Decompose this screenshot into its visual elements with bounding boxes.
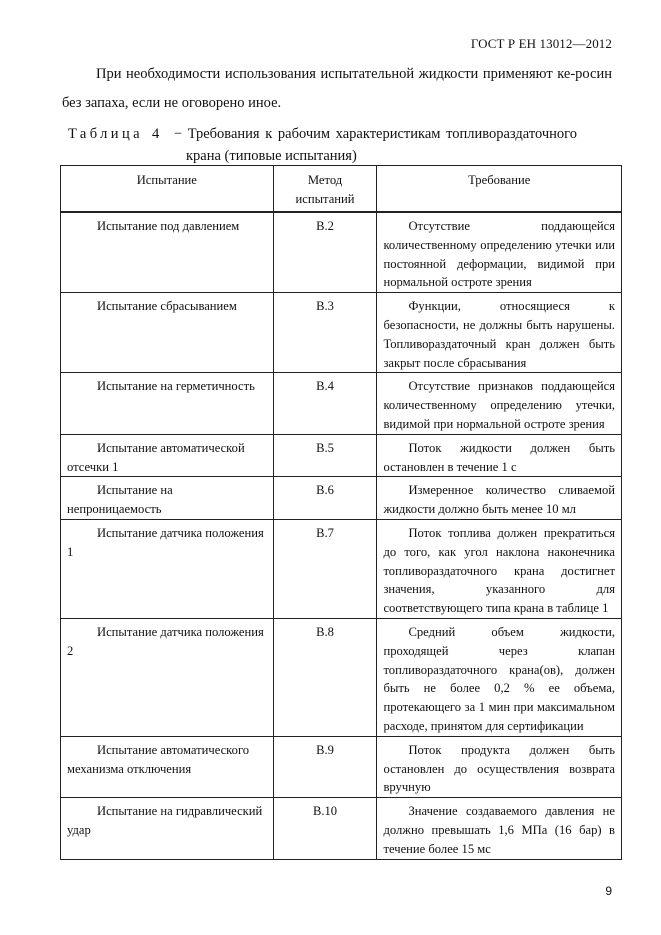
table-label: Таблица 4 [68,126,163,142]
requirement-cell [377,736,622,797]
requirement-cell [377,618,622,736]
table-caption [68,123,614,167]
test-name: Испытание на непроницаемость [67,483,173,517]
table-row [61,373,622,434]
intro-text: При необходимости использования испытательной жидкости применяют ке-росин без запаха, если не оговорено иное. [62,66,612,111]
table-title-line1: Требования к рабочим характеристикам топливораздаточного [187,126,577,142]
table-row [61,736,622,797]
table-row [61,434,622,477]
requirement-cell [377,212,622,293]
requirement-text: Отсутствие признаков поддающейся количественному определению утечки, видимой при нормальной остроте зрения [383,379,615,431]
test-name: Испытание под давлением [97,219,240,233]
method-cell: B.4 [273,373,377,434]
test-cell [61,434,274,477]
method-cell: B.8 [273,618,377,736]
method-cell: B.2 [273,212,377,293]
column-header-test: Испытание [61,166,274,213]
table-row [61,212,622,293]
test-cell [61,618,274,736]
test-name: Испытание датчика положения 1 [67,525,264,559]
test-name: Испытание на гидравлический удар [67,804,263,837]
requirement-cell [377,434,622,477]
requirement-text: Поток жидкости должен быть остановлен в течение 1 с [383,440,615,474]
table-title-line2: крана (типовые испытания) [186,148,357,164]
table-row [61,293,622,373]
test-name: Испытание автоматического механизма отключения [67,742,250,776]
method-cell: B.3 [273,293,377,373]
test-name: Испытание на герметичность [97,379,255,394]
requirement-text: Значение создаваемого давления не должно превышать 1,6 МПа (16 бар) в течение более 15 мс [383,804,615,856]
requirement-cell [377,798,622,859]
requirement-text: Отсутствие поддающейся количественному определению утечки или постоянной деформации, видимой при нормальной остроте зрения [383,219,615,290]
method-cell: B.5 [273,434,377,477]
test-name: Испытание сбрасыванием [97,299,237,314]
table-row [61,519,622,618]
test-cell [61,477,274,520]
table-row [61,618,622,736]
test-cell [61,212,274,293]
method-cell: B.6 [273,477,377,520]
requirement-text: Поток топлива должен прекратиться до того, как угол наклона наконечника топливораздаточного крана достигнет значения, указанного для соответствующего типа крана в таблице 1 [383,525,615,616]
requirement-text: Средний объем жидкости, проходящей через клапан топливораздаточного крана(ов), должен быть не более 0,2 % ее объема, протекающего за 1 мин при максимальном расходе, принятом для сертификации [383,624,615,733]
standard-code: ГОСТ Р ЕН 13012—2012 [470,36,612,51]
test-cell [61,519,274,618]
requirement-text: Поток продукта должен быть остановлен до осуществления возврата вручную [383,742,615,795]
table-row [61,798,622,859]
test-cell [61,293,274,373]
caption-dash: − [173,126,183,142]
requirements-table [60,165,622,860]
method-cell: B.9 [273,736,377,797]
table-row [61,477,622,520]
test-name: Испытание автоматической отсечки 1 [67,440,245,474]
page-number: 9 [605,884,612,898]
column-header-method: Метод испытаний [273,166,377,213]
test-name: Испытание датчика положения 2 [67,624,264,658]
requirement-text: Измеренное количество сливаемой жидкости должно быть менее 10 мл [383,483,615,517]
test-cell [61,798,274,859]
requirement-cell [377,519,622,618]
method-cell: B.10 [273,798,377,859]
intro-paragraph [62,60,612,118]
requirement-text: Функции, относящиеся к безопасности, не должны быть нарушены. Топливораздаточный кран должен быть закрыт после сбрасывания [383,299,615,370]
requirement-cell [377,293,622,373]
column-header-requirement: Требование [377,166,622,213]
requirement-cell [377,477,622,520]
requirement-cell [377,373,622,434]
test-cell [61,736,274,797]
table-header-row [61,166,622,213]
method-cell: B.7 [273,519,377,618]
test-cell [61,373,274,434]
